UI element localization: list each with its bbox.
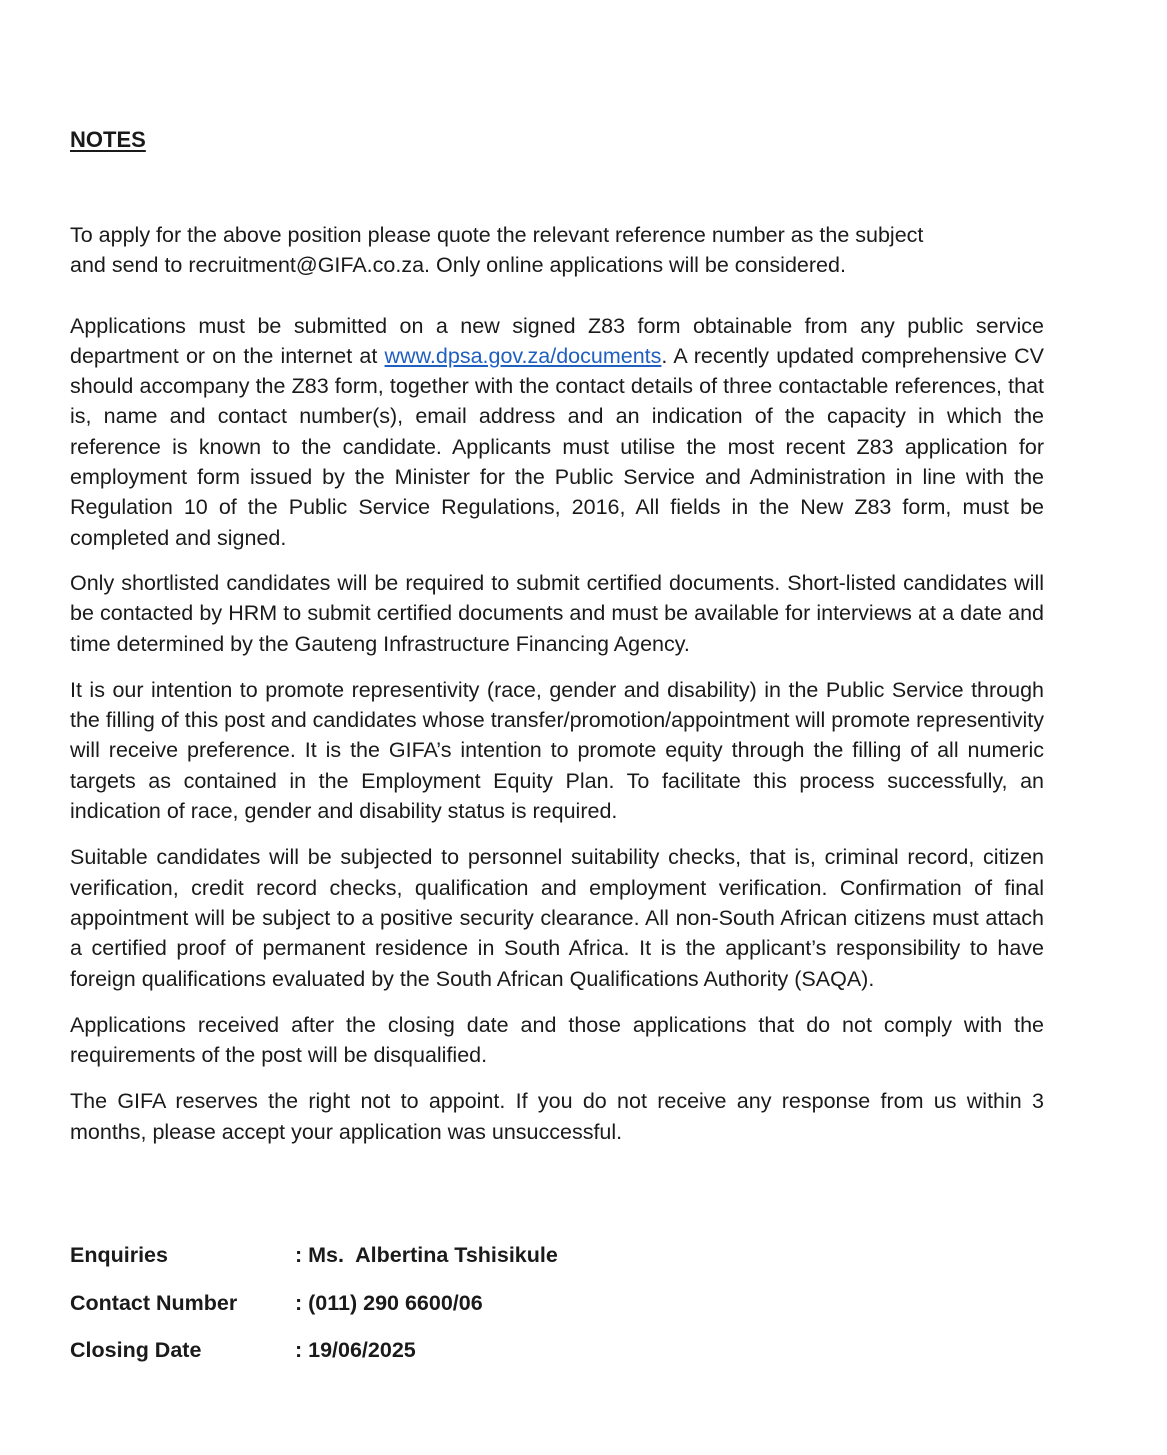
enquiries-label: Enquiries: [70, 1243, 168, 1267]
contact-number-row: [70, 1291, 558, 1339]
late-applications-paragraph: Applications received after the closing date and those applications that do not comply with the requirements of the post will be disqualified.: [70, 1012, 1044, 1068]
z83-text-after-link: . A recently updated comprehensive CV should accompany the Z83 form, together with the contact details of three contactable references, that is, name and contact number(s), email address and an indication of the capacity in which the reference is known to the candidate. Applicants must utilise the most recent Z83 application for employment form issued by the Minister for the Public Service and Administration in line with the Regulation 10 of the Public Service Regulations, 2016, All fields in the New Z83 form, must be completed and signed.: [70, 343, 1044, 550]
notes-body: [70, 220, 1044, 1147]
enquiries-value: : Ms. Albertina Tshisikule: [295, 1243, 558, 1267]
apply-instructions: [70, 220, 1044, 281]
shortlisted-paragraph: Only shortlisted candidates will be required to submit certified documents. Short-listed candidates will be contacted by HRM to submit certified documents and must be available for interviews at a date and time determined by the Gauteng Infrastructure Financing Agency.: [70, 570, 1044, 656]
reserves-right-paragraph: The GIFA reserves the right not to appoint. If you do not receive any response from us within 3 months, please accept your application was unsuccessful.: [70, 1089, 1044, 1144]
contact-details: [70, 1243, 558, 1386]
representivity-paragraph: It is our intention to promote representivity (race, gender and disability) in the Public Service through the filling of this post and candidates whose transfer/promotion/appointment will promote representivity will receive preference. It is the GIFA’s intention to promote equity through the filling of all numeric targets as contained in the Employment Equity Plan. To facilitate this process successfully, an indication of race, gender and disability status is required.: [70, 677, 1044, 824]
dpsa-documents-link[interactable]: www.dpsa.gov.za/documents: [384, 343, 662, 368]
closing-date-row: [70, 1338, 558, 1386]
contact-number-value: : (011) 290 6600/06: [295, 1290, 483, 1315]
z83-text-before-link: Applications must be submitted on a new signed Z83 form obtainable from any public service department or on the internet at: [70, 313, 1044, 368]
enquiries-row: [70, 1243, 558, 1291]
suitability-paragraph: Suitable candidates will be subjected to personnel suitability checks, that is, criminal record, citizen verification, credit record checks, qualification and employment verification. Confirmation of final appointment will be subject to a positive security clearance. All non-South African citizens must attach a certified proof of permanent residence in South Africa. It is the applicant’s responsibility to have foreign qualifications evaluated by the South African Qualifications Authority (SAQA).: [70, 845, 1044, 991]
contact-number-label: Contact Number: [70, 1290, 238, 1315]
closing-date-label: Closing Date: [70, 1338, 202, 1362]
closing-date-value: : 19/06/2025: [295, 1338, 416, 1362]
apply-line-1: To apply for the above position please quote the relevant reference number as the subject: [70, 223, 924, 247]
apply-line-2: and send to recruitment@GIFA.co.za. Only online applications will be considered.: [70, 253, 846, 278]
z83-requirements: [70, 311, 1044, 553]
page-title: NOTES: [70, 127, 146, 152]
